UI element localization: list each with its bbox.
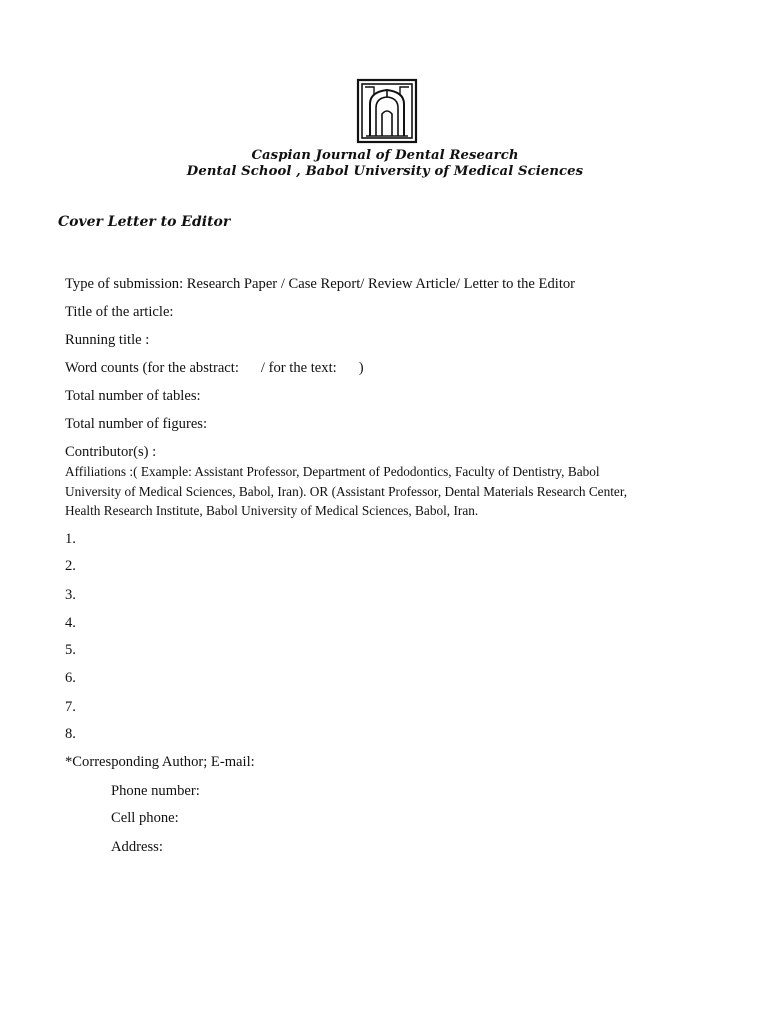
page-title: Cover Letter to Editor [58, 214, 231, 230]
institution-name: Dental School , Babol University of Medical Sciences [186, 164, 584, 179]
cell-phone-line: Cell phone: [111, 810, 179, 826]
phone-number-line: Phone number: [111, 783, 200, 799]
contributor-number: 3. [65, 587, 76, 603]
contributor-number: 7. [65, 699, 76, 715]
word-counts-text-label: / for the text: [260, 360, 337, 376]
word-counts-close: ) [358, 360, 364, 376]
running-title-line: Running title : [65, 332, 150, 348]
figures-count-line: Total number of figures: [65, 416, 208, 432]
corresponding-author-line: *Corresponding Author; E-mail: [65, 754, 255, 770]
submission-type-line: Type of submission: Research Paper / Case Report/ Review Article/ Letter to the Editor [65, 276, 576, 292]
article-title-line: Title of the article: [65, 304, 174, 320]
contributor-number: 4. [65, 615, 76, 631]
word-counts-line [65, 360, 364, 377]
contributors-line: Contributor(s) : [65, 444, 157, 460]
word-counts-abstract-label: Word counts (for the abstract: [65, 360, 239, 376]
contributor-number: 5. [65, 642, 76, 658]
university-logo-icon [356, 78, 418, 144]
contributor-number: 6. [65, 670, 76, 686]
affiliations-text: Affiliations :( Example: Assistant Professor, Department of Pedodontics, Faculty of Dentistry, Babol [65, 464, 600, 479]
affiliations-text: Health Research Institute, Babol University of Medical Sciences, Babol, Iran. [65, 503, 479, 518]
tables-count-line: Total number of tables: [65, 388, 201, 404]
contributor-number: 8. [65, 726, 76, 742]
address-line: Address: [111, 839, 163, 855]
contributor-number: 1. [65, 531, 76, 547]
journal-name: Caspian Journal of Dental Research [251, 148, 519, 163]
contributor-number: 2. [65, 558, 76, 574]
affiliations-text: University of Medical Sciences, Babol, Iran). OR (Assistant Professor, Dental Materials Research Center, [65, 484, 628, 499]
